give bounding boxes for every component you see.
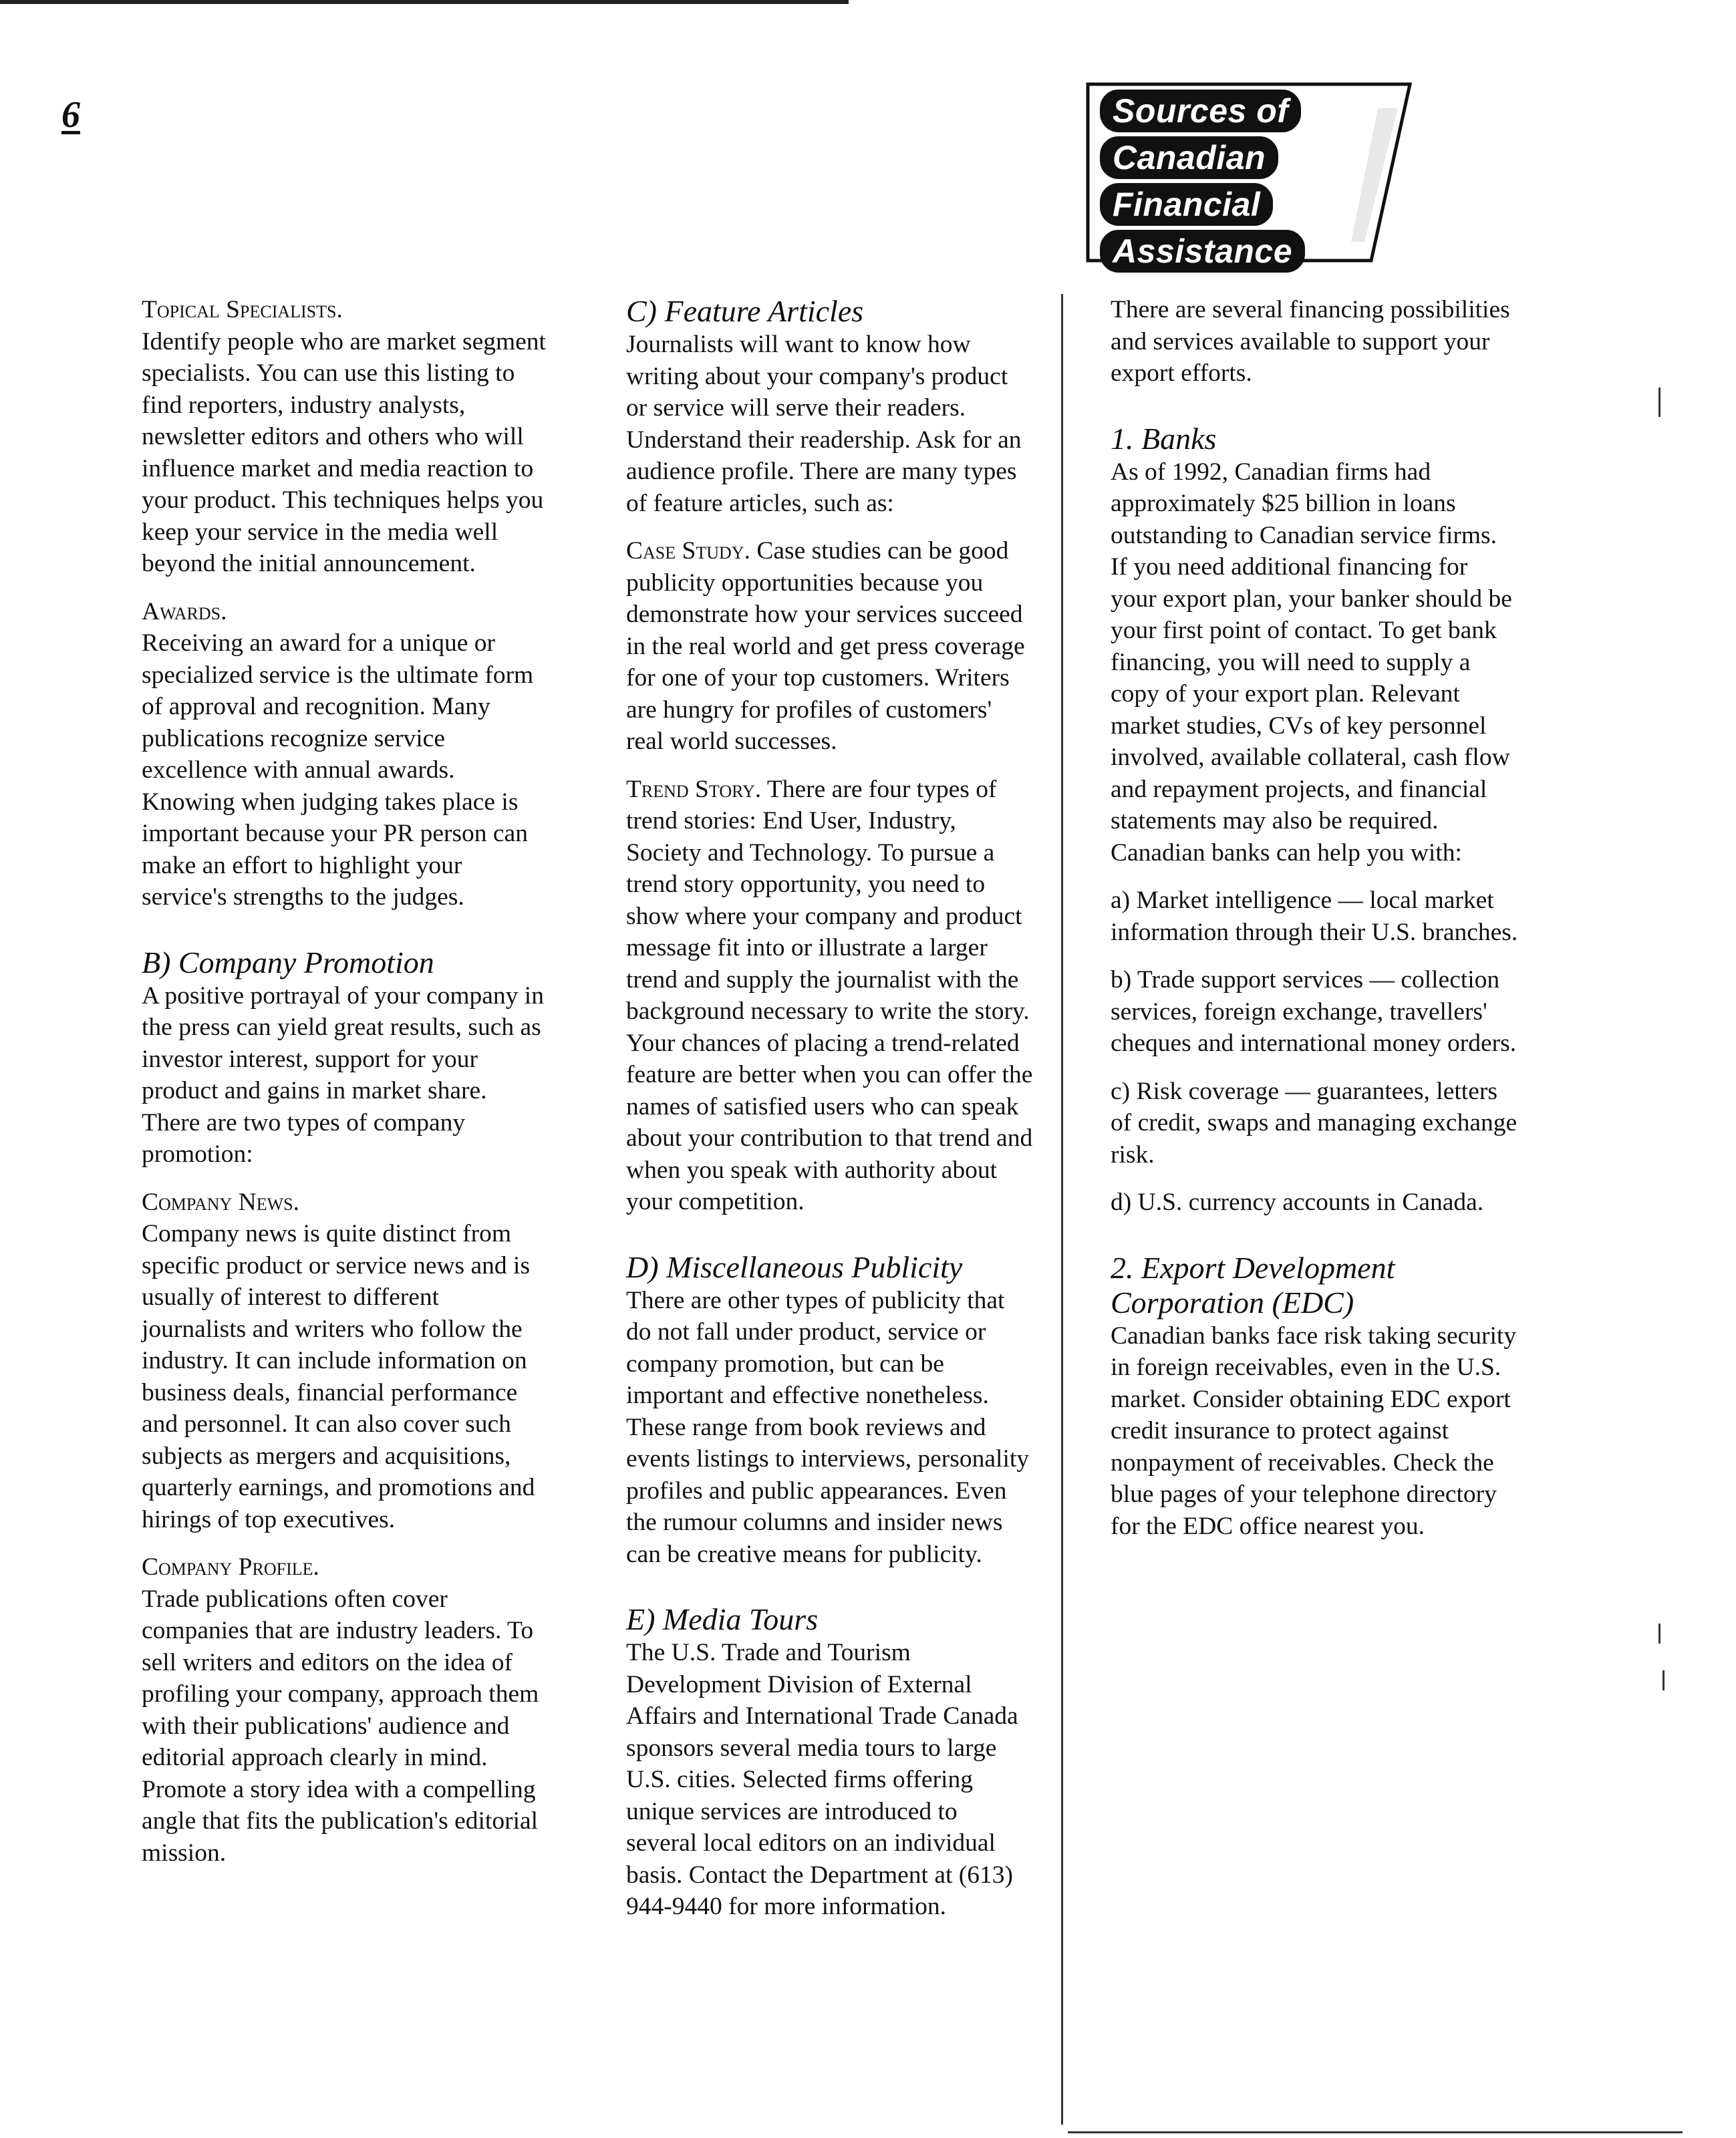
company-news-heading: Company News. bbox=[142, 1188, 300, 1216]
bottom-rule bbox=[1068, 2131, 1683, 2133]
feature-articles-heading: C) Feature Articles bbox=[626, 294, 864, 328]
case-study-heading: Case Study. bbox=[626, 537, 750, 565]
feature-articles-body: Journalists will want to know how writing about your company's product or service will serve their readers. Understand their readership. Ask for an audience profile. There are many types of feature articles, such as: bbox=[626, 331, 1022, 517]
logo-line-2: Canadian bbox=[1100, 136, 1278, 179]
media-tours-section bbox=[626, 1602, 1034, 1923]
company-news-body: Company news is quite distinct from specific product or service news and is usually of interest to different journalists and writers who follow the industry. It can include information on business deals, financial performance and personnel. It can also cover such subjects as mergers and acquisitions, quarterly earnings, and promotions and hirings of top executives. bbox=[142, 1220, 535, 1533]
misc-publicity-body: There are other types of publicity that do not fall under product, service or company promotion, but can be important and effective nonetheless. These range from book reviews and events listings to interviews, personality profiles and public appearances. Even the rumour columns and insider news can be creative means for publicity. bbox=[626, 1286, 1030, 1568]
case-study-section bbox=[626, 535, 1034, 758]
financing-intro: There are several financing possibilities and services available to support your export efforts. bbox=[1111, 296, 1510, 387]
bank-item-b: b) Trade support services — collection services, foreign exchange, travellers' cheques and international money orders. bbox=[1111, 966, 1517, 1057]
edc-body: Canadian banks face risk taking security in foreign receivables, even in the U.S. market. Consider obtaining EDC export credit insurance to protect against nonpayment of receivables. Check the blue pages of your telephone directory for the EDC office nearest you. bbox=[1111, 1322, 1517, 1540]
trend-story-body: There are four types of trend stories: End User, Industry, Society and Technology. To pursue a trend story opportunity, you need to show where your company and product message fit into or illustrate a larger trend and supply the journalist with the background necessary to write the story. Your chances of placing a trend-related feature are better when you can offer the names of satisfied users who can speak about your contribution to that trend and when you speak with authority about your competition. bbox=[626, 775, 1033, 1215]
misc-publicity-heading: D) Miscellaneous Publicity bbox=[626, 1249, 963, 1284]
bank-item-d: d) U.S. currency accounts in Canada. bbox=[1111, 1189, 1484, 1216]
edc-section bbox=[1111, 1251, 1518, 1543]
awards-body: Receiving an award for a unique or specialized service is the ultimate form of approval and recognition. Many publications recognize service excellence with annual awards. Knowing when judging takes place is important because your PR person can make an effort to highlight your service's strengths to the judges. bbox=[142, 629, 534, 911]
company-profile-heading: Company Profile. bbox=[142, 1553, 319, 1581]
top-rule bbox=[0, 0, 849, 4]
logo-line-3: Financial bbox=[1100, 183, 1273, 226]
case-study-body: Case studies can be good publicity opportunities because you demonstrate how your services succeed in the real world and get press coverage for one of your top customers. Writers are hungry for profiles of customers' real world successes. bbox=[626, 537, 1025, 755]
banks-section bbox=[1111, 422, 1518, 869]
topical-specialists-section bbox=[142, 294, 549, 580]
edc-heading: 2. Export Development Corporation (EDC) bbox=[1111, 1250, 1395, 1320]
awards-heading: Awards. bbox=[142, 597, 227, 625]
column-1 bbox=[142, 294, 549, 1885]
misc-publicity-section bbox=[626, 1250, 1034, 1571]
bank-item-a: a) Market intelligence — local market information through their U.S. branches. bbox=[1111, 887, 1518, 946]
media-tours-heading: E) Media Tours bbox=[626, 1602, 819, 1636]
banks-heading: 1. Banks bbox=[1111, 421, 1217, 456]
company-promotion-body: A positive portrayal of your company in the press can yield great results, such as investor interest, support for your product and gains in market share. There are two types of company promotion: bbox=[142, 981, 544, 1168]
topical-specialists-heading: Topical Specialists. bbox=[142, 296, 343, 323]
company-news-section bbox=[142, 1187, 549, 1536]
section-logo bbox=[1084, 82, 1413, 270]
trend-story-heading: Trend Story. bbox=[626, 775, 762, 803]
company-profile-body: Trade publications often cover companies that are industry leaders. To sell writers and editors on the idea of profiling your company, approach them with their publications' audience and editorial approach clearly in mind. Promote a story idea with a compelling angle that fits the publication's editorial mission. bbox=[142, 1585, 539, 1867]
column-divider bbox=[1061, 294, 1063, 2125]
media-tours-body: The U.S. Trade and Tourism Development Division of External Affairs and International Trade Canada sponsors several media tours to large U.S. cities. Selected firms offering unique services are introduced to several local editors on an individual basis. Contact the Department at (613) 944-9440 for more information. bbox=[626, 1639, 1018, 1920]
topical-specialists-body: Identify people who are market segment specialists. You can use this listing to find reporters, industry analysts, newsletter editors and others who will influence market and media reaction to your product. This techniques helps you keep your service in the media well beyond the initial announcement. bbox=[142, 327, 546, 577]
awards-section bbox=[142, 596, 549, 913]
bank-item-c: c) Risk coverage — guarantees, letters of credit, swaps and managing exchange risk. bbox=[1111, 1077, 1517, 1169]
margin-mark bbox=[1662, 1670, 1665, 1690]
margin-mark bbox=[1658, 1624, 1660, 1644]
trend-story-section bbox=[626, 774, 1034, 1218]
logo-line-4: Assistance bbox=[1100, 230, 1305, 273]
column-3 bbox=[1111, 294, 1518, 1558]
margin-mark bbox=[1658, 388, 1660, 417]
banks-body: As of 1992, Canadian firms had approximately $25 billion in loans outstanding to Canadian service firms. If you need additional financing for your export plan, your banker should be your first point of contact. To get bank financing, you will need to supply a copy of your export plan. Relevant market studies, CVs of key personnel involved, available collateral, cash flow and repayment projects, and financial statements may also be required. Canadian banks can help you with: bbox=[1111, 458, 1512, 867]
feature-articles-section bbox=[626, 294, 1034, 519]
company-promotion-section bbox=[142, 945, 549, 1171]
company-profile-section bbox=[142, 1551, 549, 1869]
company-promotion-heading: B) Company Promotion bbox=[142, 945, 434, 979]
column-2 bbox=[626, 294, 1034, 1939]
logo-line-1: Sources of bbox=[1100, 90, 1301, 132]
page-number: 6 bbox=[61, 94, 80, 136]
